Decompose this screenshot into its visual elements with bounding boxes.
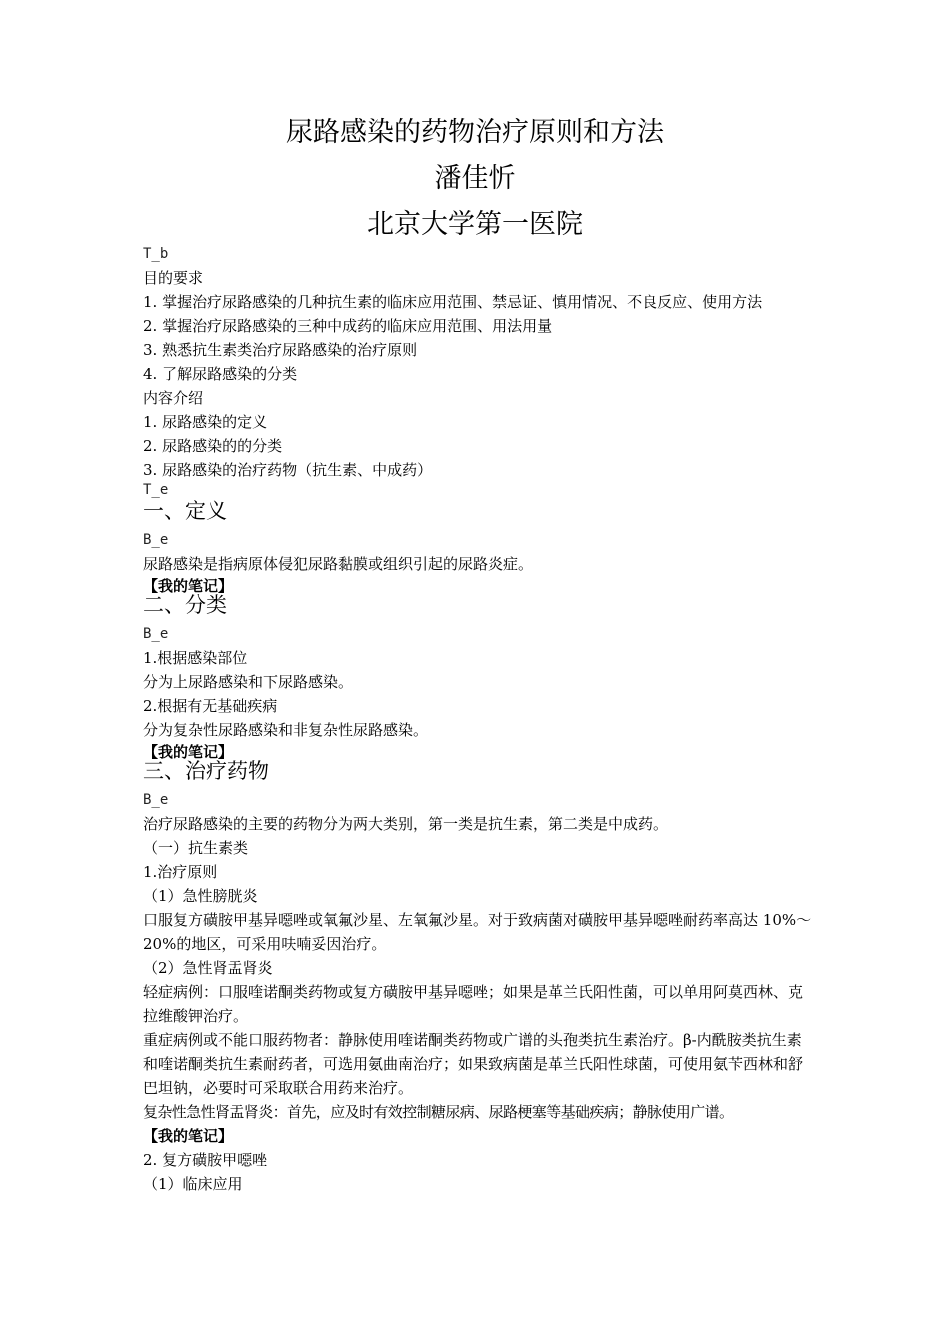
subsection-antibiotics: （一）抗生素类	[143, 839, 249, 857]
section-heading-definition: 一、定义	[143, 499, 227, 523]
content-item: 3. 尿路感染的治疗药物（抗生素、中成药）	[143, 461, 433, 479]
section-heading-classification: 二、分类	[143, 593, 227, 617]
aim-item: 3. 熟悉抗生素类治疗尿路感染的治疗原则	[143, 341, 418, 359]
aim-item: 1. 掌握治疗尿路感染的几种抗生素的临床应用范围、禁忌证、慎用情况、不良反应、使用方法	[143, 293, 763, 311]
section-marker: B_e	[143, 626, 169, 642]
aims-heading: 目的要求	[143, 269, 204, 287]
document-body	[143, 242, 815, 1196]
institution-name: 北京大学第一医院	[367, 209, 583, 240]
aim-item: 4. 了解尿路感染的分类	[143, 365, 298, 383]
cystitis-heading: （1）急性膀胱炎	[143, 887, 258, 905]
document-title: 尿路感染的药物治疗原则和方法	[286, 117, 664, 148]
treatment-principle-heading: 1.治疗原则	[143, 863, 218, 881]
pyelonephritis-heading: （2）急性肾盂肾炎	[143, 959, 273, 977]
content-heading: 内容介绍	[143, 389, 204, 407]
aim-item: 2. 掌握治疗尿路感染的三种中成药的临床应用范围、用法用量	[143, 317, 553, 335]
title-block	[0, 110, 950, 248]
clinical-use-heading: （1）临床应用	[143, 1175, 243, 1193]
classification-line: 分为上尿路感染和下尿路感染。	[143, 673, 354, 691]
section-marker: B_e	[143, 532, 169, 548]
my-notes-label: 【我的笔记】	[143, 1127, 234, 1145]
content-item: 2. 尿路感染的的分类	[143, 437, 283, 455]
section-heading-drugs: 三、治疗药物	[143, 759, 269, 783]
complicated-case-text: 复杂性急性肾盂肾炎：首先，应及时有效控制糖尿病、尿路梗塞等基础疾病；静脉使用广谱。	[143, 1103, 734, 1121]
marker-start: T_b	[143, 246, 169, 262]
mild-case-text: 轻症病例：口服喹诺酮类药物或复方磺胺甲基异噁唑；如果是革兰氏阳性菌，可以单用阿莫西林、克拉维酸钾治疗。	[143, 983, 804, 1025]
classification-line: 分为复杂性尿路感染和非复杂性尿路感染。	[143, 721, 429, 739]
section-marker: B_e	[143, 792, 169, 808]
definition-text: 尿路感染是指病原体侵犯尿路黏膜或组织引起的尿路炎症。	[143, 555, 534, 573]
author-name: 潘佳忻	[434, 163, 516, 194]
cystitis-text: 口服复方磺胺甲基异噁唑或氧氟沙星、左氧氟沙星。对于致病菌对磺胺甲基异噁唑耐药率高达 10%～20%的地区，可采用呋喃妥因治疗。	[143, 911, 812, 953]
marker-end: T_e	[143, 482, 169, 498]
my-notes-label: 【我的笔记】	[143, 577, 234, 595]
drug-heading-smz: 2. 复方磺胺甲噁唑	[143, 1151, 268, 1169]
classification-line: 2.根据有无基础疾病	[143, 697, 278, 715]
severe-case-text: 重症病例或不能口服药物者：静脉使用喹诺酮类药物或广谱的头孢类抗生素治疗。β-内酰胺类抗生素和喹诺酮类抗生素耐药者，可选用氨曲南治疗；如果致病菌是革兰氏阳性球菌，可使用氨苄西林和舒巴坦钠，必要时可采取联合用药来治疗。	[143, 1031, 804, 1097]
drugs-intro: 治疗尿路感染的主要的药物分为两大类别，第一类是抗生素，第二类是中成药。	[143, 815, 669, 833]
content-item: 1. 尿路感染的定义	[143, 413, 268, 431]
my-notes-label: 【我的笔记】	[143, 743, 234, 761]
classification-line: 1.根据感染部位	[143, 649, 248, 667]
